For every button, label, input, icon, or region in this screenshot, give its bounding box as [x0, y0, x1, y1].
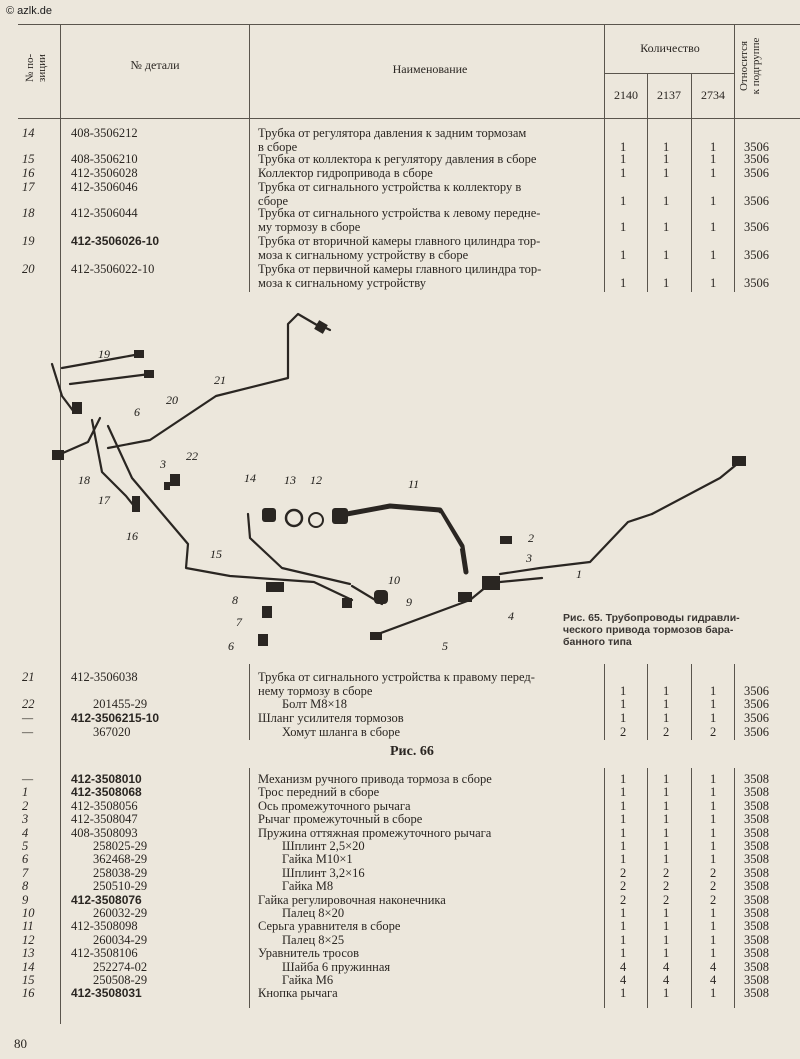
row-subgroup: 3508: [744, 785, 769, 799]
row-name: Трубка от вторичной камеры главного цилиндра тор-: [258, 234, 541, 248]
row-subgroup: 3506: [744, 684, 769, 698]
row-position: 22: [22, 697, 35, 711]
col-divider: [249, 664, 250, 740]
col-divider: [604, 768, 605, 1008]
row-subgroup: 3508: [744, 960, 769, 974]
row-qty: 1: [620, 946, 627, 960]
row-subgroup: 3508: [744, 852, 769, 866]
row-position: 1: [22, 785, 29, 799]
header-subgroup: [738, 24, 762, 108]
row-subgroup: 3508: [744, 906, 769, 920]
row-part-number: 367020: [93, 725, 131, 739]
row-subgroup: 3506: [744, 220, 769, 234]
row-name: Шплинт 3,2×16: [282, 866, 365, 880]
row-qty: 2: [620, 866, 627, 880]
row-qty: 1: [663, 166, 670, 180]
row-part-number: 412-3506046: [71, 180, 138, 194]
row-qty: 4: [663, 960, 670, 974]
row-subgroup: 3508: [744, 839, 769, 853]
col-divider: [604, 118, 605, 292]
row-part-number: 412-3508010: [71, 772, 142, 786]
row-qty: 1: [710, 799, 717, 813]
row-position: 10: [22, 906, 35, 920]
header-bottom-rule: [18, 118, 800, 119]
row-qty: 1: [710, 276, 717, 290]
row-qty: 1: [663, 684, 670, 698]
row-qty: 2: [710, 866, 717, 880]
row-qty: 1: [663, 812, 670, 826]
row-name: Шайба 6 пружинная: [282, 960, 391, 974]
row-qty: 1: [620, 276, 627, 290]
row-qty: 1: [710, 839, 717, 853]
row-part-number: 412-3506215-10: [71, 711, 160, 725]
row-name-cont: сборе: [258, 194, 289, 208]
row-part-number: 412-3508106: [71, 946, 138, 960]
section-title: Рис. 66: [390, 744, 434, 759]
col-divider: [691, 768, 692, 1008]
col-divider: [647, 118, 648, 292]
row-qty: 1: [663, 839, 670, 853]
row-position: 6: [22, 852, 29, 866]
col-divider: [734, 118, 735, 292]
row-position: 20: [22, 262, 35, 276]
row-qty: 1: [620, 919, 627, 933]
row-qty: 4: [710, 960, 717, 974]
row-subgroup: 3506: [744, 194, 769, 208]
row-position: 18: [22, 206, 35, 220]
row-name: Палец 8×20: [282, 906, 345, 920]
row-part-number: 412-3508068: [71, 785, 142, 799]
row-position: 13: [22, 946, 35, 960]
row-qty: 1: [710, 826, 717, 840]
header-name: Наименование: [392, 62, 468, 76]
col-divider: [647, 664, 648, 740]
row-subgroup: 3508: [744, 799, 769, 813]
callout-17: 17: [98, 493, 110, 507]
row-part-number: 412-3508056: [71, 799, 138, 813]
header-quantity: Количество: [640, 41, 700, 55]
row-qty: 1: [663, 220, 670, 234]
callout-20: 20: [166, 393, 178, 407]
row-qty: 2: [663, 725, 670, 739]
col-divider: [691, 664, 692, 740]
row-name: Шплинт 2,5×20: [282, 839, 365, 853]
row-name: Трубка от коллектора к регулятору давления в сборе: [258, 152, 537, 166]
row-qty: 1: [710, 711, 717, 725]
row-part-number: 252274-02: [93, 960, 148, 974]
row-name: Пружина оттяжная промежуточного рычага: [258, 826, 492, 840]
row-subgroup: 3508: [744, 772, 769, 786]
row-name: Трубка от первичной камеры главного цилиндра тор-: [258, 262, 542, 276]
row-name-cont: нему тормозу в сборе: [258, 684, 373, 698]
row-position: 5: [22, 839, 29, 853]
row-qty: 1: [710, 166, 717, 180]
row-subgroup: 3508: [744, 946, 769, 960]
row-qty: 1: [663, 906, 670, 920]
row-name: Серьга уравнителя в сборе: [258, 919, 401, 933]
callout-3b: 3: [160, 457, 166, 471]
row-qty: 1: [710, 946, 717, 960]
col-divider: [734, 24, 735, 118]
row-part-number: 412-3506026-10: [71, 234, 160, 248]
row-qty: 2: [620, 893, 627, 907]
row-subgroup: 3506: [744, 248, 769, 262]
row-name: Рычаг промежуточный в сборе: [258, 812, 423, 826]
row-qty: 4: [710, 973, 717, 987]
row-qty: 1: [710, 812, 717, 826]
row-qty: 1: [710, 906, 717, 920]
callout-10: 10: [388, 573, 400, 587]
row-name-cont: моза к сигнальному устройству в сборе: [258, 248, 469, 262]
row-qty: 1: [663, 785, 670, 799]
row-part-number: 258025-29: [93, 839, 148, 853]
row-name: Уравнитель тросов: [258, 946, 360, 960]
col-divider: [249, 768, 250, 1008]
callout-3: 3: [526, 551, 532, 565]
row-part-number: 412-3506044: [71, 206, 138, 220]
callout-9: 9: [406, 595, 412, 609]
row-position: 3: [22, 812, 29, 826]
row-position: —: [22, 711, 34, 725]
row-qty: 2: [663, 893, 670, 907]
callout-13: 13: [284, 473, 296, 487]
row-qty: 1: [663, 986, 670, 1000]
row-qty: 1: [663, 152, 670, 166]
row-qty: 1: [620, 812, 627, 826]
row-name: Кнопка рычага: [258, 986, 338, 1000]
row-qty: 2: [663, 866, 670, 880]
row-position: 21: [22, 670, 35, 684]
row-name: Трубка от сигнального устройства к левому передне-: [258, 206, 541, 220]
col-divider: [249, 118, 250, 292]
row-qty: 1: [620, 248, 627, 262]
col-divider: [734, 664, 735, 740]
row-position: 12: [22, 933, 35, 947]
col-divider: [604, 24, 605, 118]
header-top-rule: [18, 24, 800, 25]
row-name-cont: в сборе: [258, 140, 298, 154]
page-number: 80: [14, 1036, 27, 1051]
row-position: 15: [22, 973, 35, 987]
row-subgroup: 3508: [744, 893, 769, 907]
row-position: 9: [22, 893, 29, 907]
callout-1: 1: [576, 567, 582, 581]
row-qty: 1: [620, 684, 627, 698]
row-part-number: 412-3506022-10: [71, 262, 155, 276]
row-qty: 2: [620, 725, 627, 739]
header-qty-2734: 2734: [701, 88, 725, 102]
row-qty: 1: [620, 826, 627, 840]
row-position: —: [22, 725, 34, 739]
row-qty: 1: [620, 772, 627, 786]
row-part-number: 408-3508093: [71, 826, 138, 840]
row-name: Гайка М8: [282, 879, 334, 893]
row-subgroup: 3508: [744, 812, 769, 826]
row-qty: 1: [663, 194, 670, 208]
row-qty: 1: [620, 220, 627, 234]
row-qty: 1: [710, 684, 717, 698]
row-qty: 1: [710, 248, 717, 262]
row-qty: 1: [663, 772, 670, 786]
header-position-text: № по- зиции: [24, 53, 48, 83]
row-qty: 1: [710, 152, 717, 166]
row-qty: 2: [620, 879, 627, 893]
row-part-number: 412-3508031: [71, 986, 142, 1000]
row-qty: 1: [620, 839, 627, 853]
row-position: —: [22, 772, 34, 786]
row-qty: 1: [620, 906, 627, 920]
row-position: 7: [22, 866, 29, 880]
row-name: Ось промежуточного рычага: [258, 799, 411, 813]
row-qty: 1: [710, 785, 717, 799]
row-name: Коллектор гидропривода в сборе: [258, 166, 433, 180]
callout-22: 22: [186, 449, 198, 463]
row-name: Трос передний в сборе: [258, 785, 380, 799]
row-part-number: 250510-29: [93, 879, 148, 893]
row-position: 14: [22, 126, 35, 140]
callout-6b: 6: [134, 405, 140, 419]
row-qty: 1: [710, 194, 717, 208]
row-qty: 2: [710, 893, 717, 907]
callout-12: 12: [310, 473, 322, 487]
row-qty: 4: [620, 973, 627, 987]
row-name: Механизм ручного привода тормоза в сборе: [258, 772, 492, 786]
row-part-number: 250508-29: [93, 973, 148, 987]
qty-sub-rule: [604, 73, 734, 74]
row-position: 2: [22, 799, 29, 813]
row-subgroup: 3508: [744, 973, 769, 987]
row-position: 19: [22, 234, 35, 248]
row-qty: 1: [620, 697, 627, 711]
row-qty: 1: [663, 276, 670, 290]
row-subgroup: 3506: [744, 166, 769, 180]
callout-4: 4: [508, 609, 514, 623]
row-qty: 1: [620, 986, 627, 1000]
row-name-cont: му тормозу в сборе: [258, 220, 361, 234]
row-subgroup: 3508: [744, 826, 769, 840]
row-qty: 1: [663, 933, 670, 947]
row-qty: 1: [710, 140, 717, 154]
row-qty: 1: [663, 919, 670, 933]
row-part-number: 201455-29: [93, 697, 148, 711]
row-qty: 1: [710, 697, 717, 711]
callout-18: 18: [78, 473, 90, 487]
row-qty: 1: [663, 852, 670, 866]
row-name: Трубка от сигнального устройства к правому перед-: [258, 670, 535, 684]
watermark: © azlk.de: [6, 5, 53, 17]
row-position: 16: [22, 166, 35, 180]
row-name: Гайка М10×1: [282, 852, 353, 866]
row-name: Трубка от сигнального устройства к коллектору в: [258, 180, 522, 194]
row-qty: 1: [663, 799, 670, 813]
col-divider: [249, 24, 250, 118]
row-qty: 1: [710, 933, 717, 947]
row-qty: 1: [620, 852, 627, 866]
callout-21: 21: [214, 373, 226, 387]
col-divider: [647, 73, 648, 118]
callout-7: 7: [236, 615, 242, 629]
row-qty: 1: [620, 933, 627, 947]
row-qty: 4: [620, 960, 627, 974]
row-qty: 1: [663, 826, 670, 840]
row-part-number: 362468-29: [93, 852, 148, 866]
row-name: Палец 8×25: [282, 933, 345, 947]
row-qty: 2: [663, 879, 670, 893]
row-part-number: 412-3508047: [71, 812, 138, 826]
row-qty: 1: [710, 919, 717, 933]
row-part-number: 412-3508076: [71, 893, 142, 907]
row-part-number: 408-3506212: [71, 126, 138, 140]
row-position: 4: [22, 826, 29, 840]
row-subgroup: 3506: [744, 140, 769, 154]
col-divider: [604, 664, 605, 740]
row-subgroup: 3506: [744, 725, 769, 739]
row-qty: 1: [710, 852, 717, 866]
header-subgroup-text: Относится к подгруппе: [738, 37, 762, 95]
row-position: 15: [22, 152, 35, 166]
row-qty: 1: [620, 799, 627, 813]
row-qty: 1: [663, 946, 670, 960]
row-qty: 1: [620, 166, 627, 180]
header-part-number: № детали: [130, 58, 180, 72]
row-qty: 2: [710, 879, 717, 893]
row-name: Хомут шланга в сборе: [282, 725, 401, 739]
row-subgroup: 3508: [744, 933, 769, 947]
row-qty: 1: [710, 772, 717, 786]
row-qty: 1: [663, 140, 670, 154]
row-qty: 1: [620, 152, 627, 166]
row-part-number: 412-3506028: [71, 166, 138, 180]
row-qty: 4: [663, 973, 670, 987]
col-divider: [691, 73, 692, 118]
row-name-cont: моза к сигнальному устройству: [258, 276, 426, 290]
row-subgroup: 3508: [744, 986, 769, 1000]
row-part-number: 412-3508098: [71, 919, 138, 933]
row-subgroup: 3506: [744, 152, 769, 166]
row-part-number: 412-3506038: [71, 670, 138, 684]
row-part-number: 258038-29: [93, 866, 148, 880]
row-part-number: 260034-29: [93, 933, 148, 947]
row-subgroup: 3508: [744, 879, 769, 893]
brake-pipes-diagram: [0, 300, 800, 662]
col-divider: [691, 118, 692, 292]
row-position: 11: [22, 919, 34, 933]
row-name: Гайка регулировочная наконечника: [258, 893, 446, 907]
callout-8: 8: [232, 593, 238, 607]
figure-caption: Рис. 65. Трубопроводы гидравли- ческого привода тормозов бара- банного типа: [563, 612, 740, 648]
row-subgroup: 3506: [744, 697, 769, 711]
row-part-number: 408-3506210: [71, 152, 138, 166]
col-divider: [647, 768, 648, 1008]
callout-11: 11: [408, 477, 420, 491]
row-position: 16: [22, 986, 35, 1000]
row-qty: 1: [620, 140, 627, 154]
row-position: 14: [22, 960, 35, 974]
row-qty: 1: [620, 785, 627, 799]
row-subgroup: 3506: [744, 711, 769, 725]
row-position: 17: [22, 180, 35, 194]
row-subgroup: 3508: [744, 919, 769, 933]
row-position: 8: [22, 879, 29, 893]
row-subgroup: 3506: [744, 276, 769, 290]
row-qty: 1: [620, 194, 627, 208]
callout-15: 15: [210, 547, 222, 561]
row-name: Болт М8×18: [282, 697, 348, 711]
row-qty: 1: [710, 220, 717, 234]
row-part-number: 260032-29: [93, 906, 148, 920]
col-divider: [734, 768, 735, 1008]
callout-16: 16: [126, 529, 138, 543]
row-qty: 1: [710, 986, 717, 1000]
row-qty: 2: [710, 725, 717, 739]
row-qty: 1: [663, 697, 670, 711]
callout-14: 14: [244, 471, 256, 485]
row-name: Трубка от регулятора давления к задним тормозам: [258, 126, 527, 140]
callout-2: 2: [528, 531, 534, 545]
header-qty-2140: 2140: [614, 88, 638, 102]
row-subgroup: 3508: [744, 866, 769, 880]
callout-19: 19: [98, 347, 110, 361]
callout-5: 5: [442, 639, 448, 653]
row-name: Гайка М6: [282, 973, 334, 987]
row-qty: 1: [663, 248, 670, 262]
header-position: [24, 28, 48, 108]
callout-6: 6: [228, 639, 234, 653]
header-qty-2137: 2137: [657, 88, 681, 102]
row-name: Шланг усилителя тормозов: [258, 711, 404, 725]
row-qty: 1: [663, 711, 670, 725]
row-qty: 1: [620, 711, 627, 725]
